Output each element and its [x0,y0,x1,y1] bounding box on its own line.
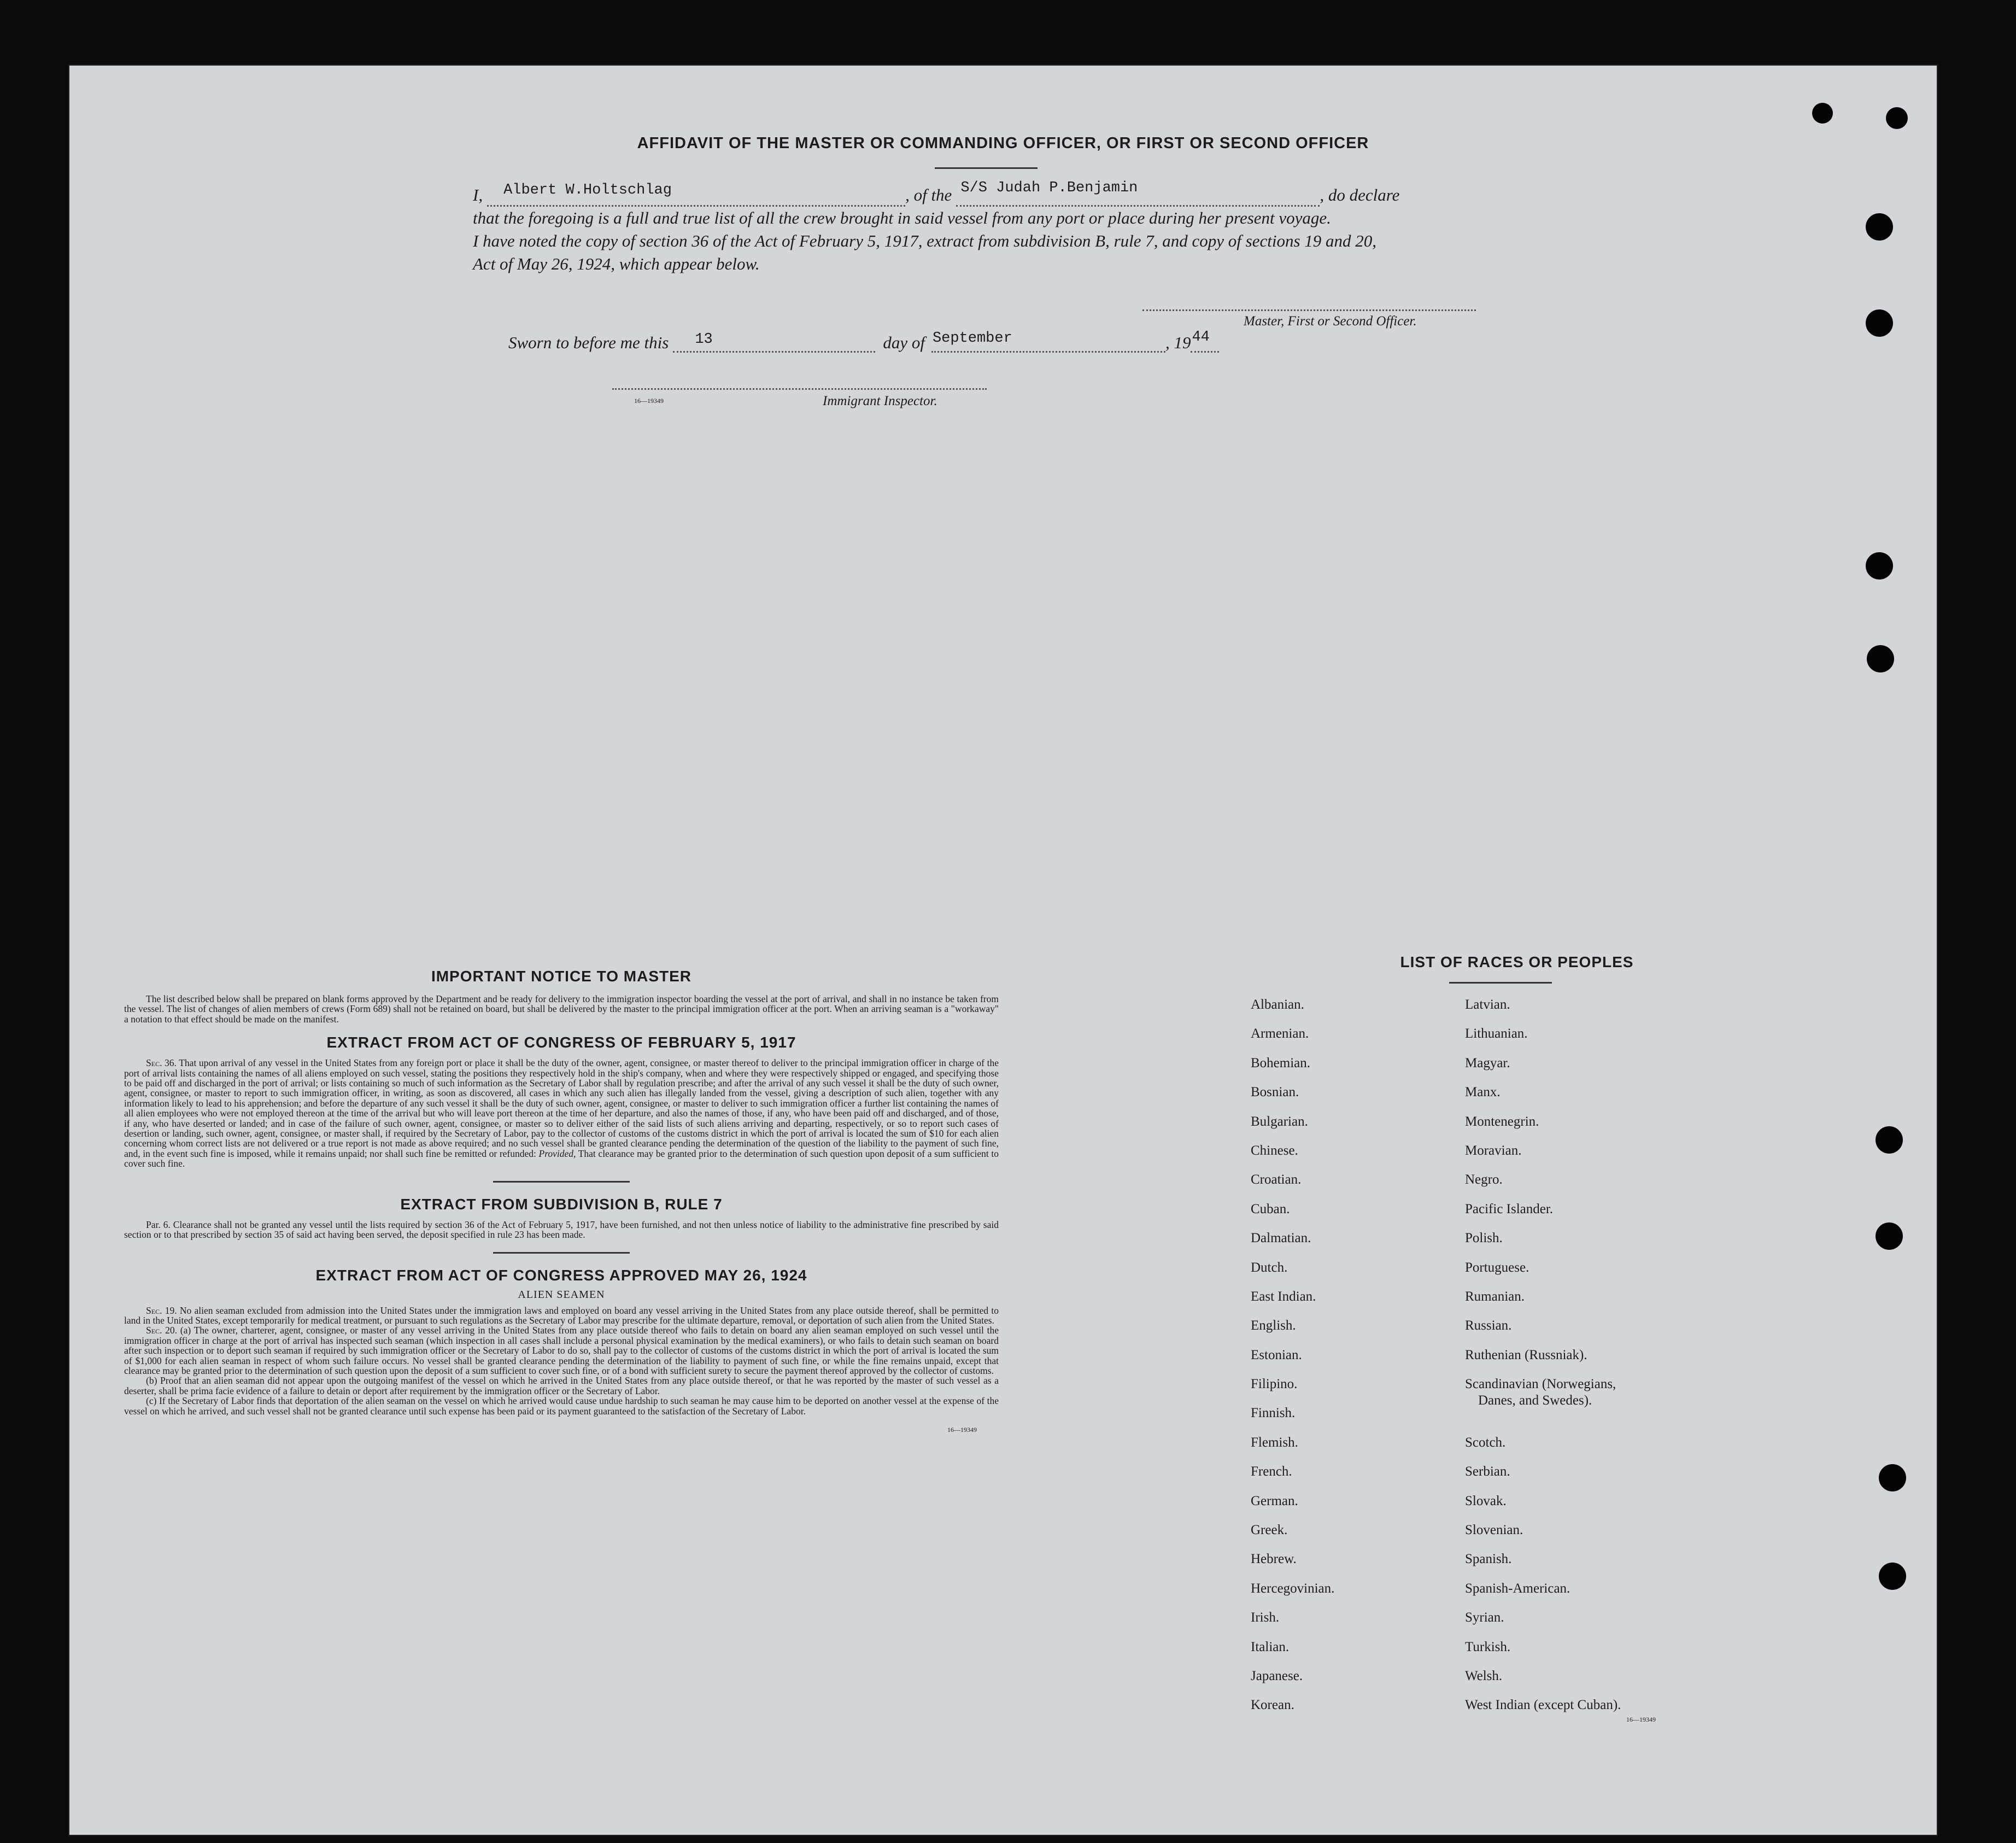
year-field[interactable] [1191,329,1219,353]
race-item-german: German. [1251,1493,1298,1508]
sworn-label: Sworn to before me this [508,333,669,352]
race-item-bohemian: Bohemian. [1251,1055,1311,1070]
race-item-syrian: Syrian. [1465,1610,1504,1625]
race-item-pacific-islander: Pacific Islander. [1465,1201,1554,1216]
race-item-negro: Negro. [1465,1172,1503,1187]
race-item-dutch: Dutch. [1251,1260,1288,1275]
declaration-line-4: Act of May 26, 1924, which appear below. [473,254,760,273]
vessel-name-value: S/S Judah P.Benjamin [960,180,1138,196]
proviso-label: Provided, [538,1148,576,1159]
race-item-magyar: Magyar. [1465,1055,1510,1070]
day-value: 13 [695,331,713,348]
notice-body: The list described below shall be prepared on blank forms approved by the Department and be ready for delivery to the immigration inspector boarding the vessel at the port of arrival, and shall in no instance be taken from the vessel. The list of changes of alien members of crews (Form 689) shall not be retained on board, but shall be delivered by the master to the principal immigration officer at the port. When an arriving seaman is a "workaway" a notation to that effect should be made on the manifest. [124,993,999,1025]
race-item-scandinavian-norwegians: Scandinavian (Norwegians, [1465,1377,1616,1392]
year-value: 44 [1192,329,1210,346]
race-item-greek: Greek. [1251,1523,1288,1538]
sec-20c-body: (c) If the Secretary of Labor finds that deportation of the alien seaman on the vessel on which he arrived would cause undue hardship to such seaman he may cause him to be deported on another vessel at the expense of the vessel on which he arrived, and such vessel shall not be granted clearance until such expense has been paid or its payment guaranteed to the satisfaction of the Secretary of Labor. [124,1395,999,1417]
punch-hole [1866,309,1893,337]
extract-rule7-title: EXTRACT FROM SUBDIVISION B, RULE 7 [400,1195,723,1213]
proviso-text: That clearance may be granted prior to the determination of such question upon deposit of a sum sufficient to cover such fine. [124,1148,999,1169]
race-item-portuguese: Portuguese. [1465,1260,1529,1275]
master-signature-line[interactable] [1142,309,1476,311]
races-left-column [1251,997,1334,1727]
races-right-column [1465,997,1621,1727]
month-value: September [932,330,1012,347]
race-item-rumanian: Rumanian. [1465,1289,1525,1304]
notices-column [124,968,999,1434]
race-item-hebrew: Hebrew. [1251,1552,1297,1567]
race-item-japanese: Japanese. [1251,1668,1303,1683]
race-item-polish: Polish. [1465,1231,1503,1246]
race-item-flemish: Flemish. [1251,1435,1298,1450]
declaration-line-3: I have noted the copy of section 36 of the Act of February 5, 1917, extract from subdivision B, rule 7, and copy of sections 19 and 20, [473,231,1377,250]
punch-hole [1879,1464,1906,1491]
punch-hole [1812,103,1833,124]
race-item-korean: Korean. [1251,1698,1294,1713]
vessel-name-field[interactable] [956,180,1320,207]
race-item-slovak: Slovak. [1465,1493,1507,1508]
race-item-french: French. [1251,1464,1292,1479]
races-form-number: 16—19349 [1626,1716,1656,1723]
declaration-line-1 [473,180,1588,207]
punch-hole [1886,107,1908,129]
sec-19-label: Sec. 19. [146,1304,177,1316]
inspector-caption: Immigrant Inspector. [823,394,937,408]
race-item-irish: Irish. [1251,1610,1280,1625]
section-rule [493,1252,630,1254]
race-item-ruthenian-russniak: Ruthenian (Russniak). [1465,1347,1587,1362]
title-rule [935,167,1038,169]
race-item-scotch: Scotch. [1465,1435,1506,1450]
punch-hole [1879,1563,1906,1590]
race-item-bosnian: Bosnian. [1251,1085,1299,1100]
do-declare-label: , do declare [1320,185,1400,204]
affidavit-form-number: 16—19349 [634,397,664,405]
sec-19-body [124,1306,999,1326]
notice-title: IMPORTANT NOTICE TO MASTER [431,968,692,985]
sec-36-text: That upon arrival of any vessel in the United States from any foreign port or place it shall be the duty of the owner, agent, consignee, or master thereof to deliver to the principal immigration officer in charge of the port of arrival lists containing the names of all aliens employed on such vessel, stating the positions they respectively hold in the ship's company, when and where they were respectively shipped or engaged, and specifying those to be paid off and discharged in the port of arrival; or lists containing so much of such information as the Secretary of Labor shall by regulation prescribe; and after the arrival of any such vessel it shall be the duty of such owner, agent, consignee, or master to report to such immigration officer, in writing, as soon as discovered, all cases in which any such alien has illegally landed from the vessel, giving a description of such alien, together with any information likely to lead to his apprehension; and before the departure of any such vessel it shall be the duty of such owner, agent, consignee, or master to deliver to such immigration officer a further list containing the names of all alien employees who were not employed thereon at the time of the arrival but who will leave port thereon at the time of her departure, and also the names of those, if any, who have been paid off and discharged, and of those, if any, who have deserted or landed; and in case of the failure of such owner, agent, consignee, or master so to deliver either of the said lists of such aliens arriving and departing, respectively, or so to report such cases of desertion or landing, such owner, agent, consignee, or master shall, if required by the Secretary of Labor, pay to the collector of customs of the customs district in which the port of arrival is located the sum of $10 for each alien concerning whom correct lists are not delivered or a true report is not made as above required; and no such vessel shall be granted clearance pending the determination of the question of the liability to the payment of such fine, and, in the event such fine is imposed, while it remains unpaid; nor shall such fine be remitted or refunded: [124,1057,999,1159]
master-caption: Master, First or Second Officer. [1244,314,1417,329]
race-item-armenian: Armenian. [1251,1026,1309,1042]
extract-rule7-body: Par. 6. Clearance shall not be granted any vessel until the lists required by section 36 of the Act of February 5, 1917, have been furnished, and not then unless notice of liability to the administrative fine prescribed by said section or to that prescribed by section 35 of said act having been served, the deposit specified in rule 23 has been made. [124,1219,999,1241]
race-item-moravian: Moravian. [1465,1143,1522,1158]
race-item-turkish: Turkish. [1465,1639,1511,1654]
sec-20-label: Sec. 20. [146,1325,178,1336]
race-item-italian: Italian. [1251,1639,1290,1654]
declaration-line-2: that the foregoing is a full and true list of all the crew brought in said vessel from any port or place during her present voyage. [473,208,1331,227]
year-prefix: , 19 [1165,333,1191,352]
punch-hole [1866,213,1893,241]
punch-hole [1876,1222,1903,1250]
punch-hole [1866,552,1893,580]
alien-seamen-subtitle: ALIEN SEAMEN [518,1288,605,1301]
extract-form-number: 16—19349 [947,1425,977,1434]
race-item-estonian: Estonian. [1251,1347,1302,1362]
race-item-english: English. [1251,1318,1296,1333]
race-item-lithuanian: Lithuanian. [1465,1026,1528,1042]
punch-hole [1867,645,1894,672]
race-item-welsh: Welsh. [1465,1669,1503,1683]
race-item-slovenian: Slovenian. [1465,1523,1523,1538]
race-item-filipino: Filipino. [1251,1377,1298,1392]
race-item-russian: Russian. [1465,1318,1512,1333]
punch-hole [1876,1126,1903,1154]
race-item-west-indian-except-cuban: West Indian (except Cuban). [1465,1698,1621,1713]
race-item-hercegovinian: Hercegovinian. [1251,1581,1335,1596]
sec-19-text: No alien seaman excluded from admission into the United States under the immigration laws and employed on board any vessel arriving in the United States from any place outside thereof, shall be permitted to land in the United States, except temporarily for medical treatment, or pursuant to such regulations as the Secretary of Labor may prescribe for the ultimate departure, removal, or deportation of such alien from the United States. [124,1304,999,1326]
race-item-finnish: Finnish. [1251,1406,1296,1421]
master-name-field[interactable] [487,182,905,207]
sec-20a-body [124,1325,999,1376]
sec-20b-body: (b) Proof that an alien seaman did not appear upon the outgoing manifest of the vessel on which he arrived in the United States from any place outside thereof, or that he was reported by the master of such vessel as a deserter, shall be prima facie evidence of a failure to detain or deport after requirement by the immigration officer or the Secretary of Labor. [124,1375,999,1396]
race-item-montenegrin: Montenegrin. [1465,1114,1539,1129]
race-item-latvian: Latvian. [1465,997,1510,1012]
of-the-label: , of the [905,185,952,204]
race-item-scandinavian-continuation: Danes, and Swedes). [1478,1393,1592,1408]
race-item-chinese: Chinese. [1251,1143,1298,1158]
race-item-cuban: Cuban. [1251,1201,1290,1216]
sec-36-label: Sec. 36. [146,1057,177,1069]
race-item-spanish-american: Spanish-American. [1465,1581,1570,1596]
races-title-rule [1449,982,1552,984]
master-name-value: Albert W.Holtschlag [503,182,672,198]
month-field[interactable] [931,332,1165,353]
section-rule [493,1181,630,1183]
race-item-serbian: Serbian. [1465,1464,1510,1479]
race-item-croatian: Croatian. [1251,1172,1302,1187]
extract-1917-title: EXTRACT FROM ACT OF CONGRESS OF FEBRUARY 5, 1917 [326,1034,796,1051]
inspector-signature-line[interactable] [612,388,987,390]
race-item-bulgarian: Bulgarian. [1251,1114,1308,1129]
affidavit-title: AFFIDAVIT OF THE MASTER OR COMMANDING OFFICER, OR FIRST OR SECOND OFFICER [637,134,1369,152]
sec-20a-text: (a) The owner, charterer, agent, consignee, or master of any vessel arriving in the United States from any place outside thereof who fails to detain on board any alien seaman employed on such vessel until the immigration officer in charge at the port of arrival has inspected such seaman (which inspection in all cases shall include a personal physical examination by the medical examiners), or who fails to detain such seaman on board after such inspection or to deport such seaman if required by such immigration officer or the Secretary of Labor to do so, shall pay to the collector of customs of the customs district in which the port of arrival is located the sum of $1,000 for each alien seaman in respect of whom such failure occurs. No vessel shall be granted clearance pending the determination of the liability to payment of such fine, or while the fine remains unpaid, except that clearance may be granted prior to the determination of such question upon the deposit of a sum sufficient to cover such fine, or of a bond with sufficient surety to secure the payment thereof approved by the collector of customs. [124,1325,999,1376]
race-item-dalmatian: Dalmatian. [1251,1231,1311,1246]
races-title: LIST OF RACES OR PEOPLES [1400,953,1634,970]
i-label: I, [473,185,483,204]
race-item-spanish: Spanish. [1465,1552,1512,1567]
affidavit-declaration [473,180,1588,276]
extract-1917-body [124,1058,999,1168]
form-page [68,65,1938,1836]
race-item-albanian: Albanian. [1251,997,1304,1012]
race-item-manx: Manx. [1465,1085,1501,1100]
race-item-east-indian: East Indian. [1251,1289,1316,1304]
day-of-label: day of [883,333,925,352]
day-field[interactable] [673,332,875,353]
sworn-line [508,329,1219,353]
extract-1924-title: EXTRACT FROM ACT OF CONGRESS APPROVED MAY 26, 1924 [315,1266,807,1284]
